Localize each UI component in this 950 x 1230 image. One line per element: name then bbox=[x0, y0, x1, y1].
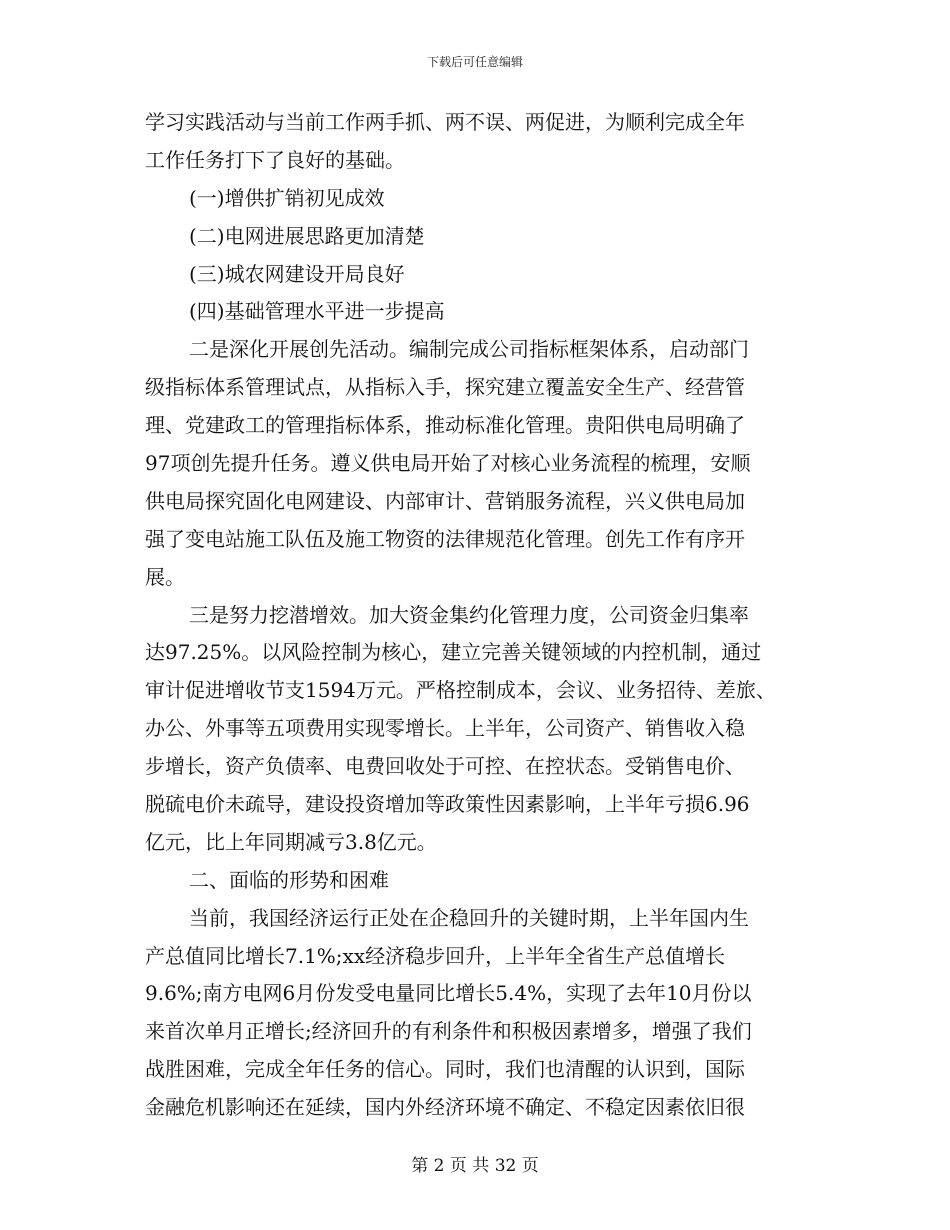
text-line: 脱硫电价未疏导，建设投资增加等政策性因素影响，上半年亏损6.96 bbox=[145, 792, 750, 817]
text-line: 办公、外事等五项费用实现零增长。上半年，公司资产、销售收入稳 bbox=[145, 716, 745, 741]
text-line: 97项创先提升任务。遵义供电局开始了对核心业务流程的梳理，安顺 bbox=[145, 451, 751, 476]
text-line: 学习实践活动与当前工作两手抓、两不误、两促进，为顺利完成全年 bbox=[145, 110, 745, 134]
text-line: (四)基础管理水平进一步提高 bbox=[189, 299, 445, 324]
text-line: 理、党建政工的管理指标体系，推动标准化管理。贵阳供电局明确了 bbox=[145, 413, 745, 438]
text-line: 步增长，资产负债率、电费回收处于可控、在控状态。受销售电价、 bbox=[145, 754, 745, 779]
page-header: 下载后可任意编辑 bbox=[426, 55, 523, 69]
text-line: 战胜困难，完成全年任务的信心。同时，我们也清醒的认识到，国际 bbox=[145, 1057, 745, 1082]
text-line: 二、面临的形势和困难 bbox=[189, 867, 389, 892]
text-line: 强了变电站施工队伍及施工物资的法律规范化管理。创先工作有序开 bbox=[145, 526, 745, 551]
text-line: 达97.25%。以风险控制为核心，建立完善关键领域的内控机制，通过 bbox=[145, 640, 762, 665]
text-line: 当前，我国经济运行正处在企稳回升的关键时期，上半年国内生 bbox=[189, 905, 749, 930]
text-line: 金融危机影响还在延续，国内外经济环境不确定、不稳定因素依旧很 bbox=[145, 1095, 745, 1120]
text-line: 级指标体系管理试点，从指标入手，探究建立覆盖安全生产、经营管 bbox=[145, 375, 745, 400]
page-footer: 第 2 页 共 32 页 bbox=[411, 1156, 539, 1176]
document-body bbox=[145, 104, 810, 1127]
text-line: 供电局探究固化电网建设、内部审计、营销服务流程，兴义供电局加 bbox=[145, 488, 745, 513]
text-line: 展。 bbox=[145, 564, 185, 589]
text-line: 来首次单月正增长;经济回升的有利条件和积极因素增多，增强了我们 bbox=[145, 1019, 752, 1044]
text-line: 二是深化开展创先活动。编制完成公司指标框架体系，启动部门 bbox=[189, 337, 749, 362]
text-line: 审计促进增收节支1594万元。严格控制成本，会议、业务招待、差旅、 bbox=[145, 678, 776, 703]
text-line: (一)增供扩销初见成效 bbox=[189, 185, 385, 210]
text-line: 工作任务打下了良好的基础。 bbox=[145, 147, 405, 172]
text-line: (二)电网进展思路更加清楚 bbox=[189, 223, 425, 248]
text-line: 产总值同比增长7.1%;xx经济稳步回升，上半年全省生产总值增长 bbox=[145, 943, 726, 968]
text-line: 亿元，比上年同期减亏3.8亿元。 bbox=[145, 829, 437, 854]
text-line: 9.6%;南方电网6月份发受电量同比增长5.4%，实现了去年10月份以 bbox=[145, 981, 752, 1006]
text-line: 三是努力挖潜增效。加大资金集约化管理力度，公司资金归集率 bbox=[189, 602, 749, 627]
text-line: (三)城农网建设开局良好 bbox=[189, 261, 405, 286]
